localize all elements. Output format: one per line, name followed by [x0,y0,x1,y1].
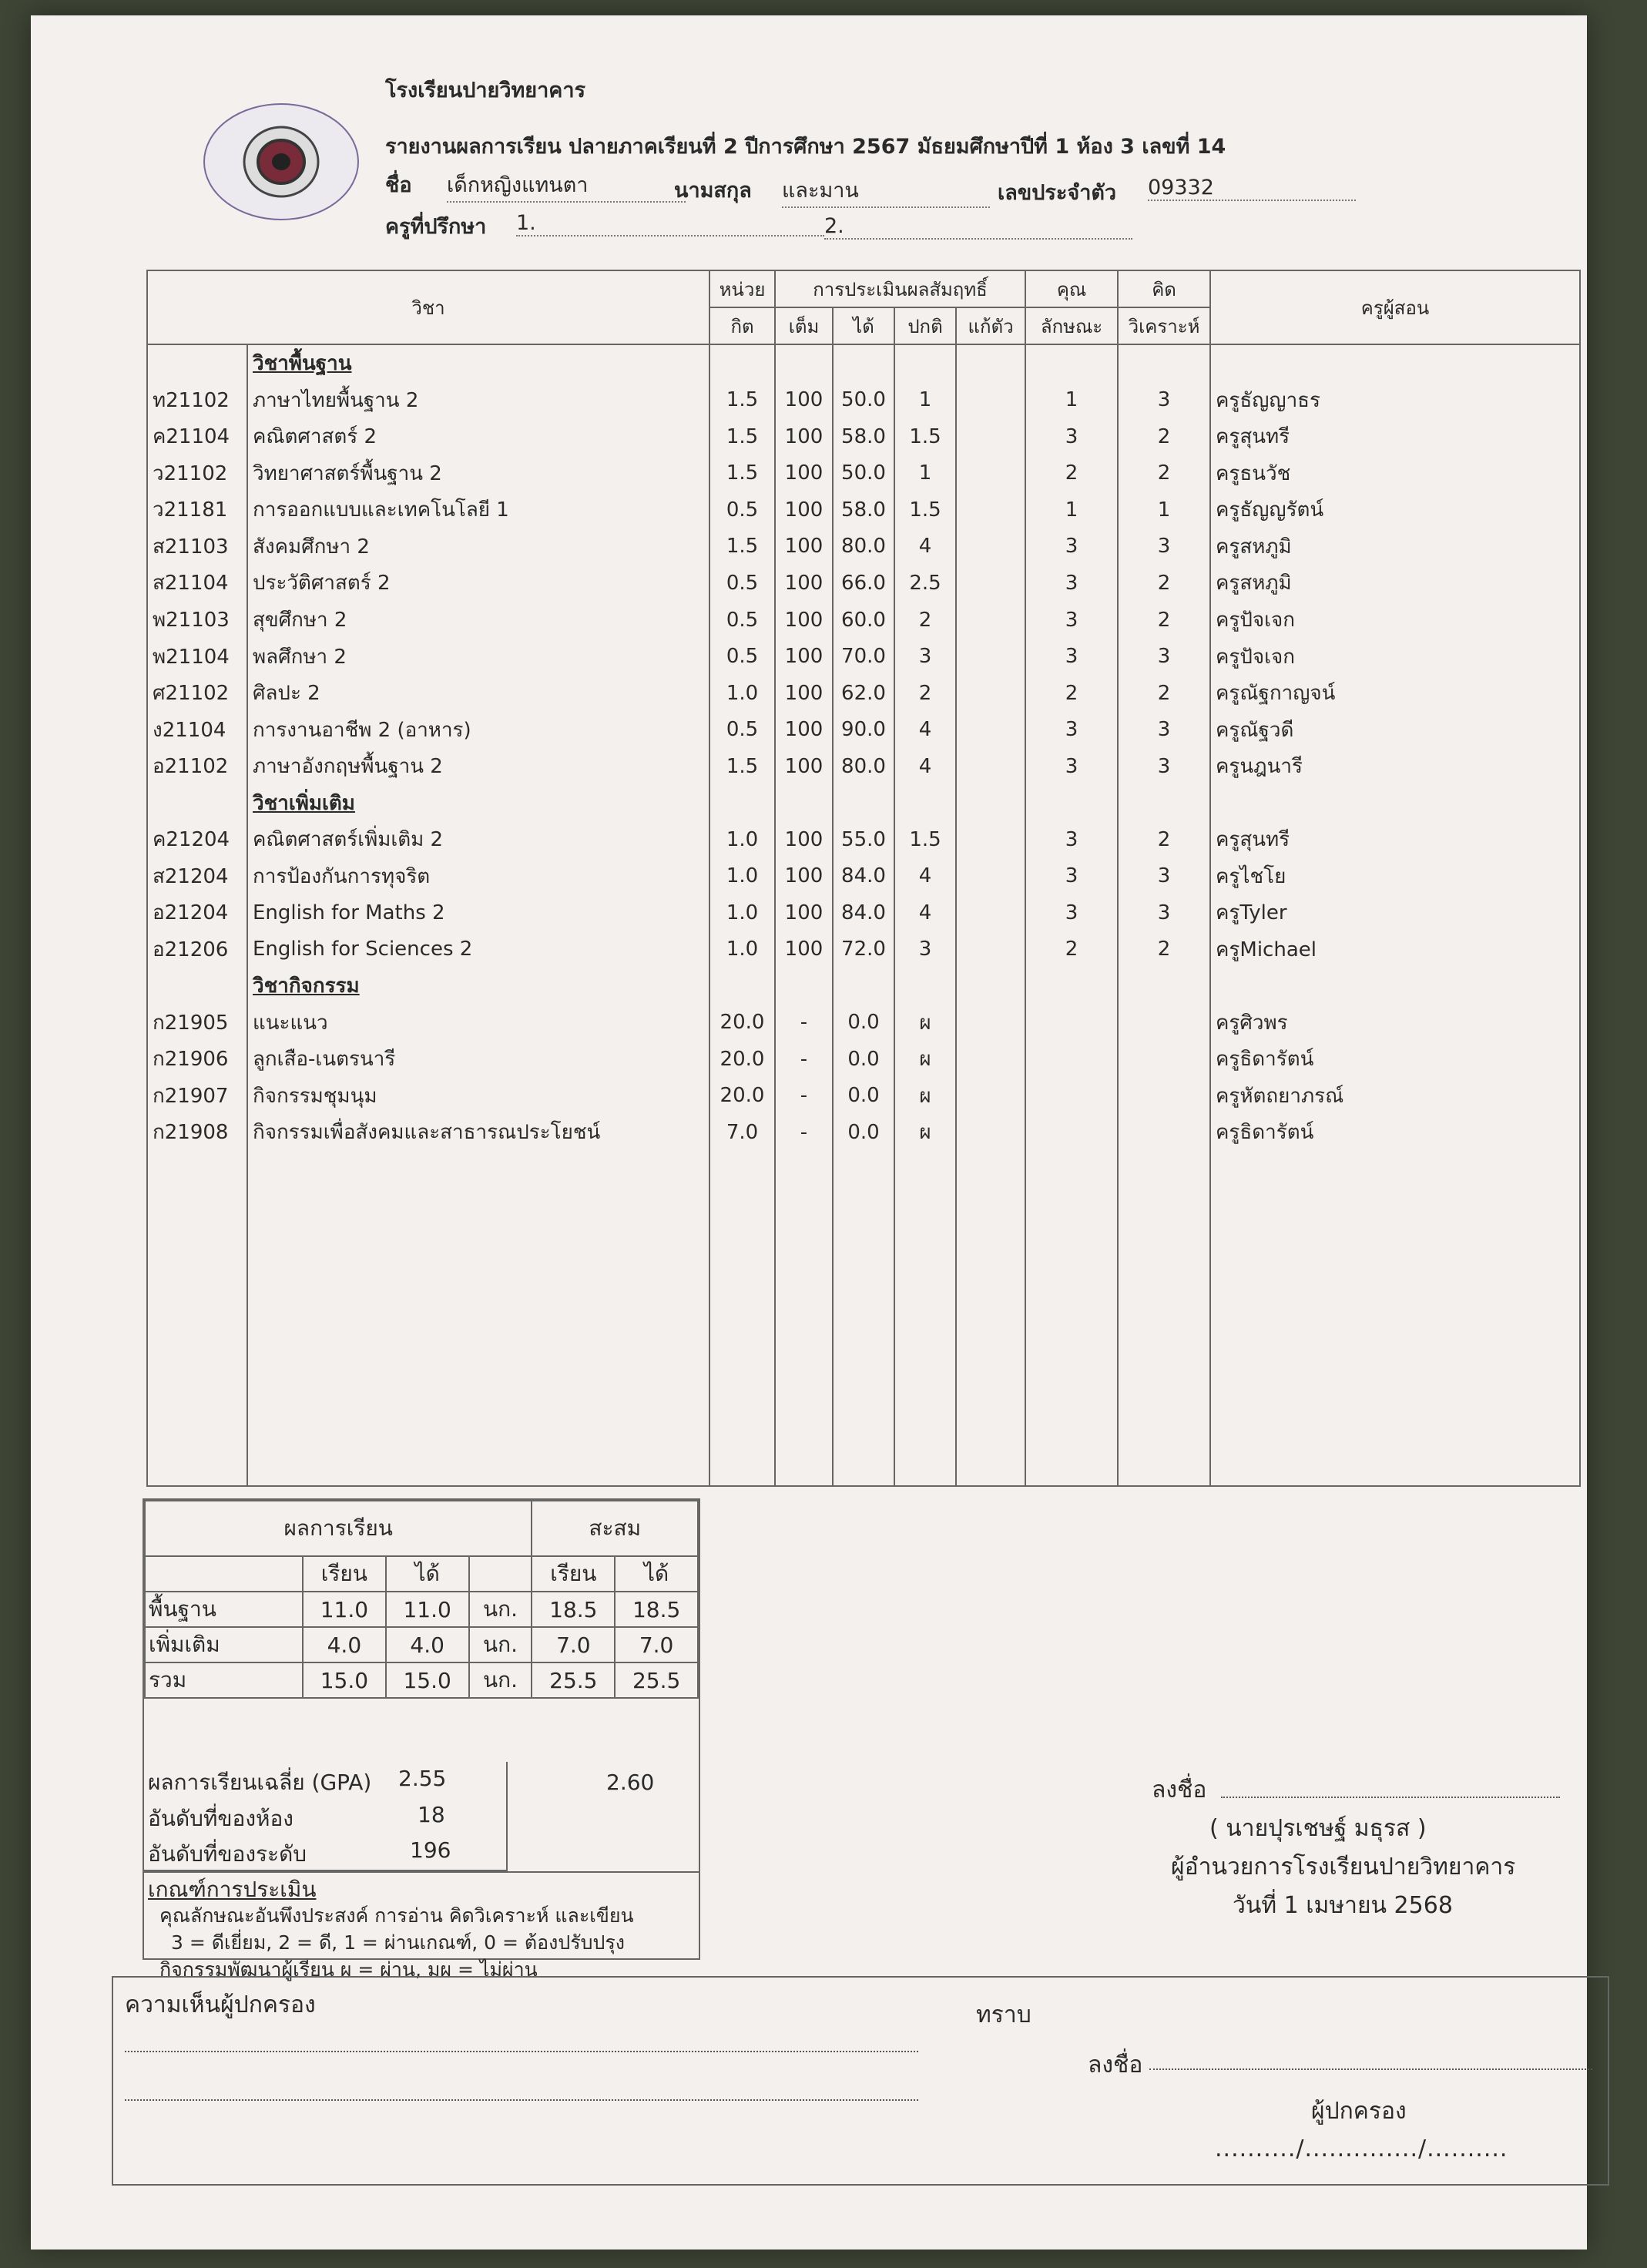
class-rank-label: อันดับที่ของห้อง [148,1806,294,1831]
subject-name: English for Sciences 2 [247,931,709,968]
character: 3 [1025,638,1118,675]
summary-row [145,1627,698,1662]
analytic: 2 [1118,821,1210,858]
subject-name: วิทยาศาสตร์พื้นฐาน 2 [247,455,709,492]
score: 72.0 [833,931,894,968]
summary-row-label: รวม [145,1662,303,1698]
summary-value: 25.5 [532,1662,615,1698]
summary-value: 7.0 [532,1627,615,1662]
name-label: ชื่อ [385,173,412,197]
teacher: ครูสหภูมิ [1210,565,1580,602]
teacher: ครูธัญญรัตน์ [1210,492,1580,528]
analytic: 2 [1118,931,1210,968]
advisor-label: ครูที่ปรึกษา [385,215,487,239]
character [1025,1114,1118,1151]
character: 3 [1025,528,1118,565]
parent-sign-line[interactable] [1149,2068,1592,2070]
analytic: 3 [1118,528,1210,565]
score: 66.0 [833,565,894,602]
col-subject: วิชา [147,270,709,344]
summary-col-studied: เรียน [303,1556,386,1592]
subject-code: พ21104 [147,638,247,675]
grade: 1 [894,382,956,419]
gpa-label: ผลการเรียนเฉลี่ย (GPA) [148,1770,372,1795]
full-score: 100 [775,492,833,528]
table-row [147,931,1580,968]
table-row [147,418,1580,455]
full-score: 100 [775,418,833,455]
teacher: ครูไชโย [1210,857,1580,894]
teacher: ครูสุนทรี [1210,821,1580,858]
subject-name: สังคมศึกษา 2 [247,528,709,565]
parent-sign-label: ลงชื่อ [1088,2052,1143,2078]
score: 0.0 [833,1005,894,1042]
credit: 0.5 [709,711,775,748]
subject-code: ก21906 [147,1041,247,1078]
grade: ผ [894,1114,956,1151]
col-score: ได้ [833,307,894,344]
parent-role: ผู้ปกครอง [1311,2098,1407,2125]
subject-name: ลูกเสือ-เนตรนารี [247,1041,709,1078]
subject-code: ส21204 [147,857,247,894]
col-assessment: การประเมินผลสัมฤทธิ์ [775,270,1025,307]
full-score: - [775,1005,833,1042]
subject-name: กิจกรรมชุมนุม [247,1078,709,1115]
subject-code: ค21104 [147,418,247,455]
remedial [956,1005,1025,1042]
level-rank-label: อันดับที่ของระดับ [148,1841,307,1867]
subject-code: ก21907 [147,1078,247,1115]
director-position: ผู้อำนวยการโรงเรียนปายวิทยาคาร [1171,1854,1516,1880]
col-credit-2: กิต [709,307,775,344]
subject-name: คณิตศาสตร์ 2 [247,418,709,455]
grade: 4 [894,711,956,748]
full-score: 100 [775,528,833,565]
teacher: ครูนฎนารี [1210,748,1580,785]
summary-row-label: เพิ่มเติม [145,1627,303,1662]
subject-name: ภาษาไทยพื้นฐาน 2 [247,382,709,419]
analytic [1118,1041,1210,1078]
subject-code: ส21104 [147,565,247,602]
summary-value: 18.5 [532,1592,615,1627]
subject-name: ประวัติศาสตร์ 2 [247,565,709,602]
teacher: ครูธัญญาธร [1210,382,1580,419]
grade: ผ [894,1041,956,1078]
character: 1 [1025,382,1118,419]
col-credit-1: หน่วย [709,270,775,307]
analytic: 3 [1118,382,1210,419]
school-name: โรงเรียนปายวิทยาคาร [385,79,585,102]
full-score: 100 [775,931,833,968]
remedial [956,711,1025,748]
full-score: 100 [775,382,833,419]
teacher: ครูปัจเจก [1210,638,1580,675]
character [1025,1005,1118,1042]
analytic [1118,1005,1210,1042]
character: 1 [1025,492,1118,528]
teacher: ครูสหภูมิ [1210,528,1580,565]
grades-body [147,344,1580,1486]
teacher: ครูMichael [1210,931,1580,968]
score: 80.0 [833,748,894,785]
credit: 20.0 [709,1078,775,1115]
full-score: 100 [775,455,833,492]
score: 58.0 [833,492,894,528]
score: 84.0 [833,894,894,931]
acknowledged-label: ทราบ [976,2001,1031,2028]
full-score: 100 [775,711,833,748]
analytic: 2 [1118,565,1210,602]
remedial [956,382,1025,419]
col-full: เต็ม [775,307,833,344]
class-rank: 18 [418,1802,445,1827]
score: 90.0 [833,711,894,748]
criteria-line-2: 3 = ดีเยี่ยม, 2 = ดี, 1 = ผ่านเกณฑ์, 0 = ต้องปรับปรุง [171,1931,625,1954]
analytic: 1 [1118,492,1210,528]
remedial [956,602,1025,639]
credit: 20.0 [709,1041,775,1078]
credit: 1.0 [709,894,775,931]
grades-table [146,270,1581,1487]
subject-name: กิจกรรมเพื่อสังคมและสาธารณประโยชน์ [247,1114,709,1151]
credit: 1.5 [709,418,775,455]
summary-value: 15.0 [303,1662,386,1698]
score: 70.0 [833,638,894,675]
grade: 4 [894,528,956,565]
analytic [1118,1114,1210,1151]
full-score: 100 [775,894,833,931]
opinion-line-1[interactable] [125,2051,918,2052]
character [1025,1078,1118,1115]
director-name: ( นายปุรเชษฐ์ มธุรส ) [1209,1815,1427,1842]
report-title: รายงานผลการเรียน ปลายภาคเรียนที่ 2 ปีการศึกษา 2567 มัธยมศึกษาปีที่ 1 ห้อง 3 เลขที่ 14 [385,135,1226,159]
summary-value: 25.5 [615,1662,698,1698]
grade: 1.5 [894,418,956,455]
score: 58.0 [833,418,894,455]
character: 3 [1025,565,1118,602]
score: 80.0 [833,528,894,565]
grade: 2 [894,675,956,712]
criteria-title: เกณฑ์การประเมิน [148,1877,317,1902]
criteria-line-1: คุณลักษณะอันพึงประสงค์ การอ่าน คิดวิเคราะห์ และเขียน [159,1904,634,1927]
summary-results-header: ผลการเรียน [145,1501,532,1556]
credit: 0.5 [709,492,775,528]
character: 3 [1025,602,1118,639]
subject-name: พลศึกษา 2 [247,638,709,675]
teacher: ครูหัตถยาภรณ์ [1210,1078,1580,1115]
table-row [147,565,1580,602]
analytic: 3 [1118,748,1210,785]
subject-name: แนะแนว [247,1005,709,1042]
parent-opinion-label: ความเห็นผู้ปกครอง [125,1991,316,2018]
col-teacher: ครูผู้สอน [1210,270,1580,344]
full-score: - [775,1041,833,1078]
school-seal-icon [196,100,366,223]
subject-code: ค21204 [147,821,247,858]
summary-value: นก. [469,1627,532,1662]
gpa-cumulative: 2.60 [606,1770,655,1795]
credit: 0.5 [709,638,775,675]
analytic: 3 [1118,857,1210,894]
remedial [956,455,1025,492]
character: 3 [1025,821,1118,858]
grade: 3 [894,931,956,968]
section-title: วิชาพื้นฐาน [247,344,709,382]
teacher: ครูธิดารัตน์ [1210,1041,1580,1078]
teacher: ครูTyler [1210,894,1580,931]
full-score: - [775,1078,833,1115]
col-character-1: คุณ [1025,270,1118,307]
student-id: 09332 [1148,176,1356,201]
grade: ผ [894,1078,956,1115]
full-score: 100 [775,638,833,675]
table-row [147,455,1580,492]
character: 2 [1025,931,1118,968]
subject-code: อ21204 [147,894,247,931]
grade: 2.5 [894,565,956,602]
credit: 7.0 [709,1114,775,1151]
director-sign-line [1221,1797,1560,1798]
character: 3 [1025,418,1118,455]
subject-name: การงานอาชีพ 2 (อาหาร) [247,711,709,748]
summary-value: 11.0 [303,1592,386,1627]
analytic: 2 [1118,602,1210,639]
teacher: ครูธนวัช [1210,455,1580,492]
table-row [147,894,1580,931]
summary-value: 11.0 [386,1592,469,1627]
grade: 1 [894,455,956,492]
grade: 1.5 [894,821,956,858]
subject-name: การป้องกันการทุจริต [247,857,709,894]
table-row [147,711,1580,748]
summary-value: 4.0 [303,1627,386,1662]
summary-col-earned: ได้ [386,1556,469,1592]
credit: 0.5 [709,602,775,639]
subject-code: ก21905 [147,1005,247,1042]
score: 84.0 [833,857,894,894]
credit: 20.0 [709,1005,775,1042]
full-score: 100 [775,821,833,858]
subject-name: สุขศึกษา 2 [247,602,709,639]
analytic: 2 [1118,675,1210,712]
summary-row [145,1662,698,1698]
analytic: 3 [1118,711,1210,748]
credit: 1.5 [709,748,775,785]
remedial [956,492,1025,528]
table-row [147,1078,1580,1115]
character: 2 [1025,455,1118,492]
student-surname: และมาน [782,173,990,208]
teacher: ครูณัฐวดี [1210,711,1580,748]
subject-name: English for Maths 2 [247,894,709,931]
report-card-paper [31,15,1587,2250]
teacher: ครูศิวพร [1210,1005,1580,1042]
character [1025,1041,1118,1078]
subject-code: อ21102 [147,748,247,785]
summary-value: นก. [469,1662,532,1698]
summary-row [145,1592,698,1627]
subject-code: ว21102 [147,455,247,492]
credit: 1.0 [709,857,775,894]
subject-code: ท21102 [147,382,247,419]
table-row [147,821,1580,858]
credit: 1.0 [709,931,775,968]
remedial [956,675,1025,712]
remedial [956,894,1025,931]
blank-row [147,1151,1580,1486]
analytic: 2 [1118,418,1210,455]
remedial [956,1041,1025,1078]
teacher: ครูธิดารัตน์ [1210,1114,1580,1151]
subject-code: พ21103 [147,602,247,639]
remedial [956,528,1025,565]
gpa-value: 2.55 [398,1766,447,1791]
analytic: 3 [1118,638,1210,675]
analytic: 2 [1118,455,1210,492]
col-grade: ปกติ [894,307,956,344]
grade: 1.5 [894,492,956,528]
opinion-line-2[interactable] [125,2099,918,2101]
subject-name: ศิลปะ 2 [247,675,709,712]
full-score: 100 [775,857,833,894]
subject-code: ก21908 [147,1114,247,1151]
subject-code: ส21103 [147,528,247,565]
full-score: 100 [775,675,833,712]
grade: 2 [894,602,956,639]
full-score: - [775,1114,833,1151]
surname-label: นามสกุล [674,179,752,203]
score: 55.0 [833,821,894,858]
summary-box [143,1498,700,1981]
analytic: 3 [1118,894,1210,931]
summary-value: 4.0 [386,1627,469,1662]
student-id-label: เลขประจำตัว [998,181,1117,205]
summary-row-label: พื้นฐาน [145,1592,303,1627]
criteria-line-3: กิจกรรมพัฒนาผู้เรียน ผ = ผ่าน, มผ = ไม่ผ่าน [159,1958,538,1981]
subject-name: การออกแบบและเทคโนโลยี 1 [247,492,709,528]
table-row [147,602,1580,639]
remedial [956,931,1025,968]
subject-name: คณิตศาสตร์เพิ่มเติม 2 [247,821,709,858]
advisor-1: 1. [516,211,824,237]
col-character-2: ลักษณะ [1025,307,1118,344]
remedial [956,638,1025,675]
score: 0.0 [833,1041,894,1078]
teacher: ครูปัจเจก [1210,602,1580,639]
credit: 1.5 [709,455,775,492]
score: 50.0 [833,382,894,419]
summary-col-studied-cum: เรียน [532,1556,615,1592]
table-row [147,382,1580,419]
remedial [956,1114,1025,1151]
grade: 4 [894,894,956,931]
remedial [956,1078,1025,1115]
character: 3 [1025,748,1118,785]
grade: 4 [894,748,956,785]
parent-opinion-box [112,1976,1609,2186]
table-row [147,857,1580,894]
full-score: 100 [775,602,833,639]
section-title: วิชาเพิ่มเติม [247,784,709,821]
grade: ผ [894,1005,956,1042]
section-title: วิชากิจกรรม [247,968,709,1005]
remedial [956,418,1025,455]
full-score: 100 [775,565,833,602]
teacher: ครูสุนทรี [1210,418,1580,455]
grade: 4 [894,857,956,894]
credit: 1.0 [709,821,775,858]
director-date: วันที่ 1 เมษายน 2568 [1233,1892,1453,1919]
analytic [1118,1078,1210,1115]
score: 0.0 [833,1078,894,1115]
remedial [956,748,1025,785]
subject-code: ว21181 [147,492,247,528]
summary-value: 15.0 [386,1662,469,1698]
table-row [147,492,1580,528]
score: 62.0 [833,675,894,712]
summary-col-earned-cum: ได้ [615,1556,698,1592]
score: 0.0 [833,1114,894,1151]
col-analytic-1: คิด [1118,270,1210,307]
remedial [956,565,1025,602]
remedial [956,857,1025,894]
student-name: เด็กหญิงแทนตา [447,168,686,203]
summary-value: 18.5 [615,1592,698,1627]
table-row [147,748,1580,785]
section-row [147,784,1580,821]
col-analytic-2: วิเคราะห์ [1118,307,1210,344]
level-rank: 196 [410,1837,451,1863]
credit: 1.5 [709,382,775,419]
table-row [147,638,1580,675]
subject-code: อ21206 [147,931,247,968]
character: 3 [1025,857,1118,894]
teacher: ครูณัฐกาญจน์ [1210,675,1580,712]
remedial [956,821,1025,858]
score: 50.0 [833,455,894,492]
section-row [147,968,1580,1005]
credit: 1.0 [709,675,775,712]
subject-code: ศ21102 [147,675,247,712]
table-row [147,1041,1580,1078]
character: 2 [1025,675,1118,712]
summary-value: 7.0 [615,1627,698,1662]
subject-name: ภาษาอังกฤษพื้นฐาน 2 [247,748,709,785]
score: 60.0 [833,602,894,639]
table-row [147,675,1580,712]
summary-value: นก. [469,1592,532,1627]
table-row [147,1114,1580,1151]
grade: 3 [894,638,956,675]
parent-date-line[interactable]: ........../............../.......... [1215,2135,1508,2162]
col-remedial: แก้ตัว [956,307,1025,344]
advisor-2: 2. [824,214,1132,240]
section-row [147,344,1580,382]
character: 3 [1025,894,1118,931]
table-row [147,1005,1580,1042]
subject-code: ง21104 [147,711,247,748]
character: 3 [1025,711,1118,748]
full-score: 100 [775,748,833,785]
credit: 1.5 [709,528,775,565]
credit: 0.5 [709,565,775,602]
summary-cumulative-header: สะสม [532,1501,698,1556]
director-sign-label: ลงชื่อ [1152,1776,1207,1803]
table-row [147,528,1580,565]
